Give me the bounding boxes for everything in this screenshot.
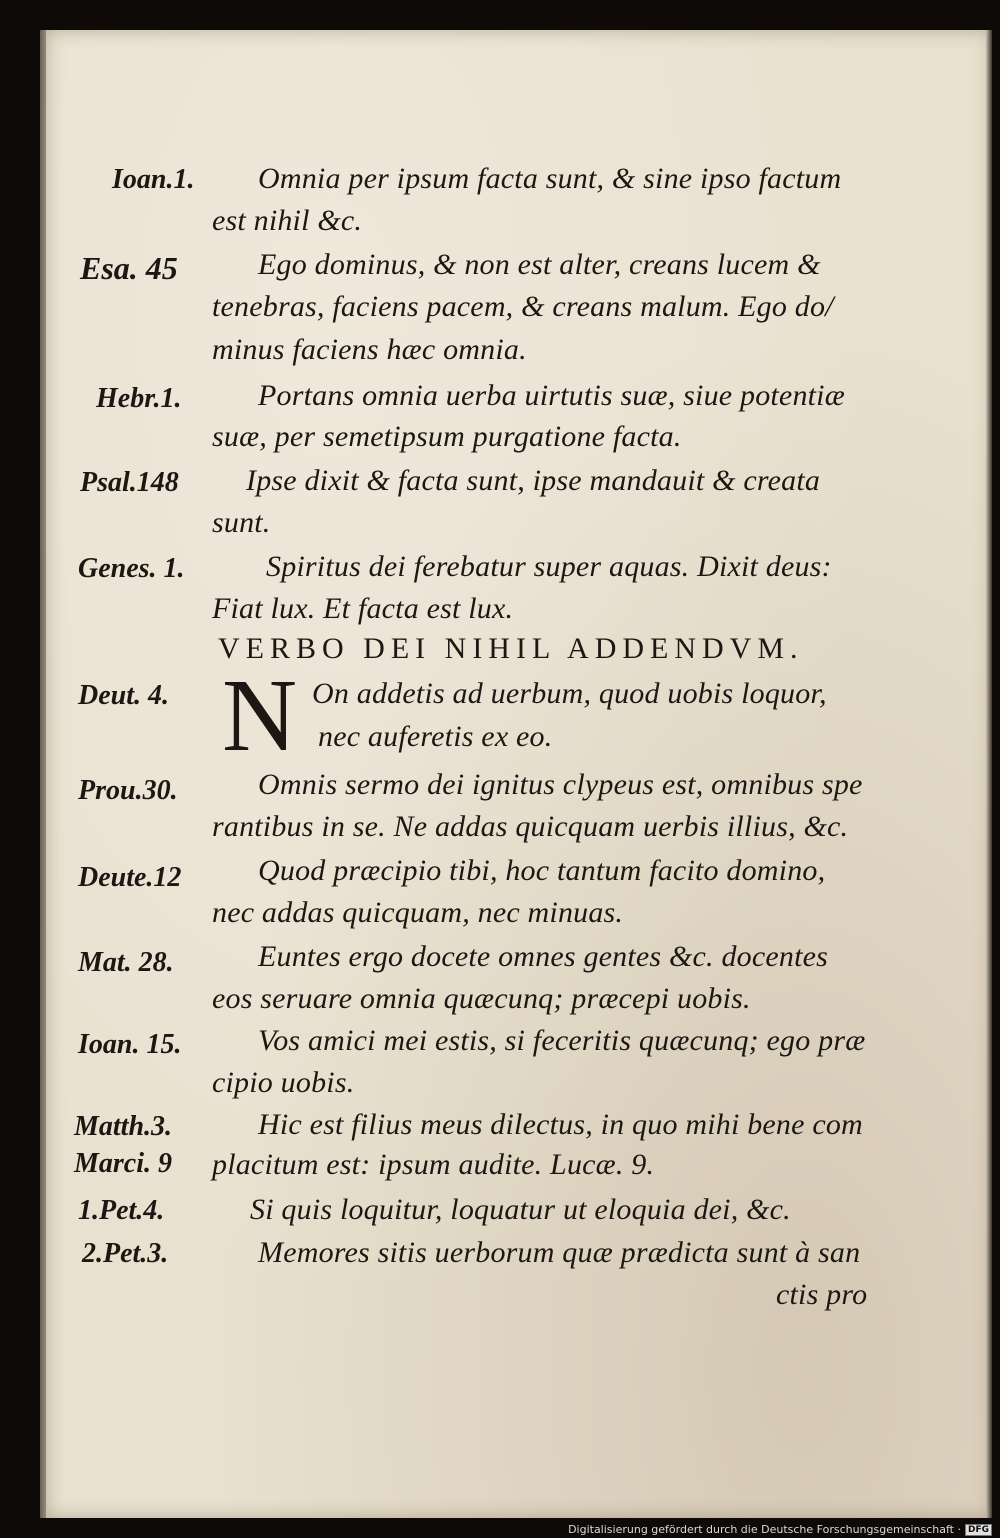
footer-text: Digitalisierung gefördert durch die Deutsche Forschungsgemeinschaft · [568, 1523, 961, 1536]
text-line: Hic est filius meus dilectus, in quo mihi bene com [258, 1108, 863, 1141]
text-line: Quod præcipio tibi, hoc tantum facito domino, [258, 854, 826, 887]
text-line: ctis pro [776, 1278, 868, 1311]
text-line: nec auferetis ex eo. [318, 720, 553, 753]
text-line: tenebras, faciens pacem, & creans malum. Ego do/ [212, 290, 834, 323]
page-right-edge [986, 30, 992, 1518]
margin-note: Deut. 4. [78, 680, 169, 711]
margin-note: Psal.148 [80, 467, 179, 498]
text-line: Ego dominus, & non est alter, creans lucem & [258, 248, 821, 281]
margin-note: Deute.12 [78, 862, 182, 893]
margin-note: Esa. 45 [80, 250, 178, 286]
margin-note: Mat. 28. [78, 947, 174, 978]
drop-cap: N [222, 658, 298, 773]
text-line: Memores sitis uerborum quæ prædicta sunt à san [258, 1236, 861, 1269]
margin-note: 1.Pet.4. [78, 1195, 165, 1226]
text-line: Si quis loquitur, loquatur ut eloquia dei, &c. [250, 1193, 791, 1226]
text-line: Omnia per ipsum facta sunt, & sine ipso factum [258, 162, 842, 195]
text-line: Fiat lux. Et facta est lux. [212, 592, 514, 625]
dfg-logo: DFG [965, 1524, 992, 1536]
text-line: sunt. [212, 506, 271, 539]
text-line: est nihil &c. [212, 204, 363, 237]
text-line: Portans omnia uerba uirtutis suæ, siue potentiæ [258, 379, 845, 412]
margin-note: Ioan.1. [112, 164, 195, 195]
text-line: On addetis ad uerbum, quod uobis loquor, [312, 677, 827, 710]
margin-note: Hebr.1. [96, 383, 182, 414]
section-heading: VERBO DEI NIHIL ADDENDVM. [218, 632, 804, 665]
text-line: rantibus in se. Ne addas quicquam uerbis illius, &c. [212, 810, 849, 843]
text-line: minus faciens hæc omnia. [212, 333, 527, 366]
digitization-footer [568, 1523, 992, 1536]
text-line: Vos amici mei estis, si feceritis quæcunq; ego præ [258, 1024, 866, 1057]
text-line: Ipse dixit & facta sunt, ipse mandauit & creata [246, 464, 821, 497]
text-line: eos seruare omnia quæcunq; præcepi uobis. [212, 982, 751, 1015]
margin-note: Marci. 9 [74, 1148, 172, 1179]
margin-note: Prou.30. [78, 775, 178, 806]
margin-note: 2.Pet.3. [82, 1238, 169, 1269]
text-line: Omnis sermo dei ignitus clypeus est, omnibus spe [258, 768, 863, 801]
margin-note: Genes. 1. [78, 553, 185, 584]
text-line: cipio uobis. [212, 1066, 355, 1099]
text-line: Euntes ergo docete omnes gentes &c. docentes [258, 940, 829, 973]
text-line: Spiritus dei ferebatur super aquas. Dixit deus: [266, 550, 832, 583]
margin-note: Ioan. 15. [78, 1029, 182, 1060]
text-line: placitum est: ipsum audite. Lucæ. 9. [212, 1148, 655, 1181]
text-line: suæ, per semetipsum purgatione facta. [212, 420, 682, 453]
margin-note: Matth.3. [74, 1111, 173, 1142]
text-line: nec addas quicquam, nec minuas. [212, 896, 624, 929]
